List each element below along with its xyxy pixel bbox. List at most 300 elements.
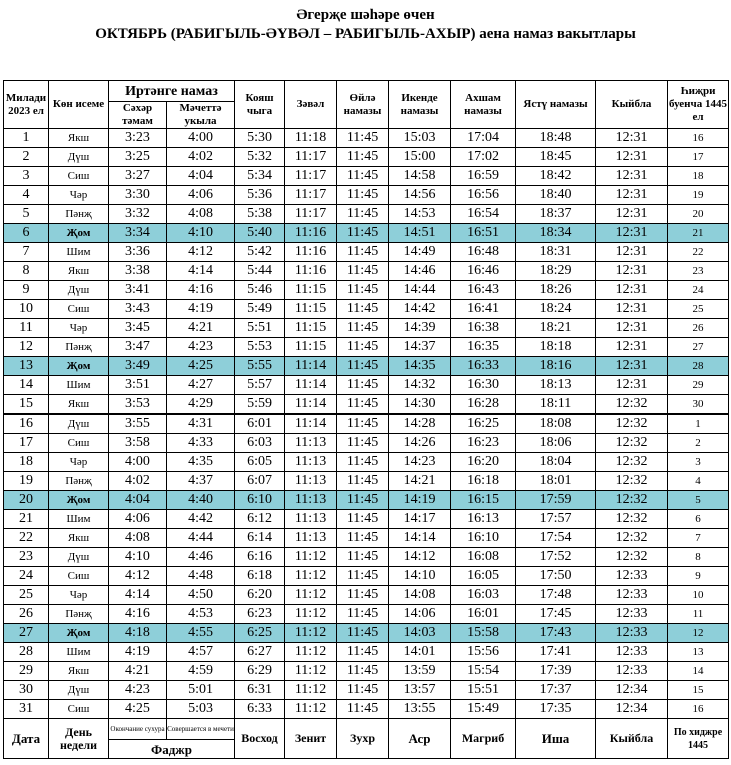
zawal-cell: 11:12 <box>285 681 337 700</box>
sunrise-cell: 6:05 <box>235 453 285 472</box>
col-header-fajr-group: Иртәнге намаз <box>109 81 235 102</box>
isha-cell: 17:52 <box>516 548 596 567</box>
mosque-time-cell: 4:48 <box>167 567 235 586</box>
zawal-cell: 11:12 <box>285 567 337 586</box>
qibla-cell: 12:33 <box>596 643 668 662</box>
sahar-cell: 3:58 <box>109 434 167 453</box>
dhuhr-cell: 11:45 <box>337 681 389 700</box>
hijri-cell: 17 <box>668 148 729 167</box>
mosque-time-cell: 4:37 <box>167 472 235 491</box>
table-row <box>4 567 729 586</box>
mosque-time-cell: 4:40 <box>167 491 235 510</box>
weekday-cell: Чәр <box>49 186 109 205</box>
isha-cell: 18:11 <box>516 395 596 415</box>
maghrib-cell: 15:49 <box>451 700 516 719</box>
maghrib-cell: 16:48 <box>451 243 516 262</box>
date-cell: 28 <box>4 643 49 662</box>
weekday-cell: Чәр <box>49 453 109 472</box>
qibla-cell: 12:31 <box>596 186 668 205</box>
zawal-cell: 11:16 <box>285 262 337 281</box>
table-row <box>4 700 729 719</box>
isha-cell: 17:45 <box>516 605 596 624</box>
sunrise-cell: 6:01 <box>235 414 285 434</box>
zawal-cell: 11:17 <box>285 186 337 205</box>
sunrise-cell: 5:55 <box>235 357 285 376</box>
maghrib-cell: 16:18 <box>451 472 516 491</box>
date-cell: 27 <box>4 624 49 643</box>
dhuhr-cell: 11:45 <box>337 167 389 186</box>
sahar-cell: 4:25 <box>109 700 167 719</box>
mosque-time-cell: 4:35 <box>167 453 235 472</box>
dhuhr-cell: 11:45 <box>337 567 389 586</box>
sahar-cell: 4:23 <box>109 681 167 700</box>
asr-cell: 14:46 <box>389 262 451 281</box>
zawal-cell: 11:16 <box>285 224 337 243</box>
sahar-cell: 3:32 <box>109 205 167 224</box>
date-cell: 13 <box>4 357 49 376</box>
col-header-maghrib: Ахшам намазы <box>451 81 516 129</box>
qibla-cell: 12:31 <box>596 148 668 167</box>
date-cell: 30 <box>4 681 49 700</box>
hijri-cell: 13 <box>668 643 729 662</box>
dhuhr-cell: 11:45 <box>337 300 389 319</box>
isha-cell: 18:34 <box>516 224 596 243</box>
table-row <box>4 586 729 605</box>
date-cell: 2 <box>4 148 49 167</box>
mosque-time-cell: 4:21 <box>167 319 235 338</box>
sahar-cell: 3:45 <box>109 319 167 338</box>
isha-cell: 18:16 <box>516 357 596 376</box>
col-header-dhuhr: Өйлә намазы <box>337 81 389 129</box>
maghrib-cell: 16:25 <box>451 414 516 434</box>
sahar-cell: 3:41 <box>109 281 167 300</box>
hijri-cell: 8 <box>668 548 729 567</box>
footer-zenith: Зенит <box>285 719 337 759</box>
sunrise-cell: 6:20 <box>235 586 285 605</box>
date-cell: 6 <box>4 224 49 243</box>
table-row <box>4 148 729 167</box>
sahar-cell: 4:02 <box>109 472 167 491</box>
dhuhr-cell: 11:45 <box>337 700 389 719</box>
qibla-cell: 12:31 <box>596 129 668 148</box>
mosque-time-cell: 4:08 <box>167 205 235 224</box>
hijri-cell: 28 <box>668 357 729 376</box>
weekday-cell: Дүш <box>49 548 109 567</box>
footer-hijri: По хиджре 1445 <box>668 719 729 759</box>
sunrise-cell: 5:40 <box>235 224 285 243</box>
qibla-cell: 12:31 <box>596 243 668 262</box>
isha-cell: 17:43 <box>516 624 596 643</box>
weekday-cell: Дүш <box>49 281 109 300</box>
isha-cell: 18:18 <box>516 338 596 357</box>
dhuhr-cell: 11:45 <box>337 376 389 395</box>
table-row <box>4 529 729 548</box>
hijri-cell: 16 <box>668 700 729 719</box>
weekday-cell: Сиш <box>49 567 109 586</box>
sunrise-cell: 5:53 <box>235 338 285 357</box>
sahar-cell: 3:38 <box>109 262 167 281</box>
table-row <box>4 395 729 415</box>
mosque-time-cell: 4:57 <box>167 643 235 662</box>
date-cell: 18 <box>4 453 49 472</box>
zawal-cell: 11:12 <box>285 605 337 624</box>
weekday-cell: Чәр <box>49 319 109 338</box>
asr-cell: 14:28 <box>389 414 451 434</box>
hijri-cell: 10 <box>668 586 729 605</box>
asr-cell: 14:37 <box>389 338 451 357</box>
mosque-time-cell: 4:33 <box>167 434 235 453</box>
maghrib-cell: 16:35 <box>451 338 516 357</box>
asr-cell: 14:17 <box>389 510 451 529</box>
sahar-cell: 3:30 <box>109 186 167 205</box>
sunrise-cell: 5:46 <box>235 281 285 300</box>
hijri-cell: 24 <box>668 281 729 300</box>
asr-cell: 14:53 <box>389 205 451 224</box>
sahar-cell: 3:27 <box>109 167 167 186</box>
footer-sunrise: Восход <box>235 719 285 759</box>
sahar-cell: 4:19 <box>109 643 167 662</box>
maghrib-cell: 16:15 <box>451 491 516 510</box>
isha-cell: 18:13 <box>516 376 596 395</box>
sunrise-cell: 6:31 <box>235 681 285 700</box>
qibla-cell: 12:32 <box>596 472 668 491</box>
table-row <box>4 357 729 376</box>
dhuhr-cell: 11:45 <box>337 472 389 491</box>
table-row <box>4 434 729 453</box>
maghrib-cell: 16:41 <box>451 300 516 319</box>
sunrise-cell: 6:25 <box>235 624 285 643</box>
qibla-cell: 12:32 <box>596 395 668 415</box>
zawal-cell: 11:13 <box>285 510 337 529</box>
asr-cell: 14:42 <box>389 300 451 319</box>
maghrib-cell: 16:08 <box>451 548 516 567</box>
maghrib-cell: 16:23 <box>451 434 516 453</box>
qibla-cell: 12:33 <box>596 586 668 605</box>
date-cell: 10 <box>4 300 49 319</box>
isha-cell: 17:54 <box>516 529 596 548</box>
mosque-time-cell: 4:31 <box>167 414 235 434</box>
zawal-cell: 11:14 <box>285 414 337 434</box>
qibla-cell: 12:32 <box>596 548 668 567</box>
weekday-cell: Җом <box>49 491 109 510</box>
table-row <box>4 186 729 205</box>
date-cell: 15 <box>4 395 49 415</box>
qibla-cell: 12:31 <box>596 376 668 395</box>
sunrise-cell: 6:10 <box>235 491 285 510</box>
isha-cell: 18:06 <box>516 434 596 453</box>
zawal-cell: 11:17 <box>285 148 337 167</box>
sunrise-cell: 6:03 <box>235 434 285 453</box>
hijri-cell: 12 <box>668 624 729 643</box>
sunrise-cell: 6:29 <box>235 662 285 681</box>
qibla-cell: 12:32 <box>596 491 668 510</box>
mosque-time-cell: 4:53 <box>167 605 235 624</box>
qibla-cell: 12:31 <box>596 300 668 319</box>
isha-cell: 18:26 <box>516 281 596 300</box>
table-row <box>4 605 729 624</box>
col-header-qibla: Кыйбла <box>596 81 668 129</box>
qibla-cell: 12:33 <box>596 624 668 643</box>
mosque-time-cell: 4:19 <box>167 300 235 319</box>
table-row <box>4 681 729 700</box>
asr-cell: 14:06 <box>389 605 451 624</box>
dhuhr-cell: 11:45 <box>337 148 389 167</box>
mosque-time-cell: 4:04 <box>167 167 235 186</box>
table-row <box>4 510 729 529</box>
dhuhr-cell: 11:45 <box>337 414 389 434</box>
date-cell: 16 <box>4 414 49 434</box>
table-row <box>4 224 729 243</box>
footer-qibla: Кыйбла <box>596 719 668 759</box>
footer-asr: Аср <box>389 719 451 759</box>
weekday-cell: Якш <box>49 662 109 681</box>
sunrise-cell: 5:42 <box>235 243 285 262</box>
isha-cell: 18:29 <box>516 262 596 281</box>
sahar-cell: 4:06 <box>109 510 167 529</box>
dhuhr-cell: 11:45 <box>337 262 389 281</box>
mosque-time-cell: 4:55 <box>167 624 235 643</box>
sunrise-cell: 5:44 <box>235 262 285 281</box>
mosque-time-cell: 4:44 <box>167 529 235 548</box>
dhuhr-cell: 11:45 <box>337 510 389 529</box>
zawal-cell: 11:13 <box>285 491 337 510</box>
asr-cell: 14:10 <box>389 567 451 586</box>
date-cell: 21 <box>4 510 49 529</box>
mosque-time-cell: 4:59 <box>167 662 235 681</box>
sunrise-cell: 6:12 <box>235 510 285 529</box>
mosque-time-cell: 4:10 <box>167 224 235 243</box>
footer-date: Дата <box>4 719 49 759</box>
qibla-cell: 12:31 <box>596 338 668 357</box>
hijri-cell: 29 <box>668 376 729 395</box>
maghrib-cell: 16:59 <box>451 167 516 186</box>
hijri-cell: 5 <box>668 491 729 510</box>
isha-cell: 18:45 <box>516 148 596 167</box>
asr-cell: 15:00 <box>389 148 451 167</box>
footer-dhuhr: Зухр <box>337 719 389 759</box>
weekday-cell: Сиш <box>49 300 109 319</box>
qibla-cell: 12:32 <box>596 414 668 434</box>
mosque-time-cell: 5:01 <box>167 681 235 700</box>
table-row <box>4 129 729 148</box>
weekday-cell: Якш <box>49 529 109 548</box>
sahar-cell: 4:08 <box>109 529 167 548</box>
hijri-cell: 20 <box>668 205 729 224</box>
sahar-cell: 4:10 <box>109 548 167 567</box>
isha-cell: 18:40 <box>516 186 596 205</box>
date-cell: 14 <box>4 376 49 395</box>
table-row <box>4 281 729 300</box>
sunrise-cell: 6:18 <box>235 567 285 586</box>
footer-isha: Иша <box>516 719 596 759</box>
hijri-cell: 9 <box>668 567 729 586</box>
qibla-cell: 12:33 <box>596 605 668 624</box>
mosque-time-cell: 4:06 <box>167 186 235 205</box>
weekday-cell: Пәнҗ <box>49 472 109 491</box>
weekday-cell: Сиш <box>49 167 109 186</box>
maghrib-cell: 17:02 <box>451 148 516 167</box>
hijri-cell: 1 <box>668 414 729 434</box>
hijri-cell: 6 <box>668 510 729 529</box>
sunrise-cell: 5:59 <box>235 395 285 415</box>
asr-cell: 14:23 <box>389 453 451 472</box>
sahar-cell: 3:49 <box>109 357 167 376</box>
zawal-cell: 11:14 <box>285 395 337 415</box>
dhuhr-cell: 11:45 <box>337 186 389 205</box>
weekday-cell: Сиш <box>49 700 109 719</box>
mosque-time-cell: 4:00 <box>167 129 235 148</box>
zawal-cell: 11:12 <box>285 700 337 719</box>
table-body <box>4 129 729 719</box>
zawal-cell: 11:16 <box>285 243 337 262</box>
dhuhr-cell: 11:45 <box>337 281 389 300</box>
zawal-cell: 11:15 <box>285 300 337 319</box>
zawal-cell: 11:14 <box>285 357 337 376</box>
date-cell: 23 <box>4 548 49 567</box>
maghrib-cell: 16:51 <box>451 224 516 243</box>
isha-cell: 18:48 <box>516 129 596 148</box>
asr-cell: 14:49 <box>389 243 451 262</box>
sahar-cell: 3:23 <box>109 129 167 148</box>
sahar-cell: 3:36 <box>109 243 167 262</box>
dhuhr-cell: 11:45 <box>337 129 389 148</box>
asr-cell: 14:14 <box>389 529 451 548</box>
mosque-time-cell: 4:25 <box>167 357 235 376</box>
asr-cell: 14:32 <box>389 376 451 395</box>
asr-cell: 15:03 <box>389 129 451 148</box>
footer-weekday: День недели <box>49 719 109 759</box>
maghrib-cell: 16:38 <box>451 319 516 338</box>
page-subtitle: Әгерҗе шәһәре өчен <box>296 7 435 23</box>
sahar-cell: 4:14 <box>109 586 167 605</box>
isha-cell: 17:57 <box>516 510 596 529</box>
hijri-cell: 27 <box>668 338 729 357</box>
table-row <box>4 319 729 338</box>
isha-cell: 17:35 <box>516 700 596 719</box>
page-title: ОКТЯБРЬ (РАБИГЫЛЬ-ӘҮВӘЛ – РАБИГЫЛЬ-АХЫР) аена намаз вакытлары <box>95 26 636 42</box>
col-header-mosque: Мәчеттә укыла <box>167 102 235 129</box>
date-cell: 5 <box>4 205 49 224</box>
table-row <box>4 491 729 510</box>
weekday-cell: Пәнҗ <box>49 205 109 224</box>
footer-end-suhur: Окончание сухура <box>109 719 167 740</box>
dhuhr-cell: 11:45 <box>337 205 389 224</box>
sahar-cell: 3:47 <box>109 338 167 357</box>
dhuhr-cell: 11:45 <box>337 605 389 624</box>
col-header-hijri: Һиҗри буенча 1445 ел <box>668 81 729 129</box>
isha-cell: 17:41 <box>516 643 596 662</box>
qibla-cell: 12:31 <box>596 167 668 186</box>
sunrise-cell: 6:23 <box>235 605 285 624</box>
isha-cell: 18:37 <box>516 205 596 224</box>
table-row <box>4 548 729 567</box>
maghrib-cell: 16:30 <box>451 376 516 395</box>
zawal-cell: 11:12 <box>285 662 337 681</box>
qibla-cell: 12:31 <box>596 281 668 300</box>
dhuhr-cell: 11:45 <box>337 548 389 567</box>
sahar-cell: 3:55 <box>109 414 167 434</box>
sahar-cell: 3:53 <box>109 395 167 415</box>
weekday-cell: Якш <box>49 129 109 148</box>
sunrise-cell: 5:36 <box>235 186 285 205</box>
asr-cell: 14:26 <box>389 434 451 453</box>
qibla-cell: 12:34 <box>596 700 668 719</box>
sunrise-cell: 6:27 <box>235 643 285 662</box>
date-cell: 1 <box>4 129 49 148</box>
qibla-cell: 12:32 <box>596 510 668 529</box>
mosque-time-cell: 4:23 <box>167 338 235 357</box>
date-cell: 29 <box>4 662 49 681</box>
sunrise-cell: 5:49 <box>235 300 285 319</box>
dhuhr-cell: 11:45 <box>337 624 389 643</box>
dhuhr-cell: 11:45 <box>337 662 389 681</box>
dhuhr-cell: 11:45 <box>337 338 389 357</box>
mosque-time-cell: 4:27 <box>167 376 235 395</box>
isha-cell: 18:31 <box>516 243 596 262</box>
col-header-weekday: Көн исеме <box>49 81 109 129</box>
isha-cell: 18:24 <box>516 300 596 319</box>
mosque-time-cell: 5:03 <box>167 700 235 719</box>
date-cell: 4 <box>4 186 49 205</box>
mosque-time-cell: 4:12 <box>167 243 235 262</box>
dhuhr-cell: 11:45 <box>337 224 389 243</box>
zawal-cell: 11:12 <box>285 624 337 643</box>
prayer-times-table <box>3 80 729 759</box>
asr-cell: 13:57 <box>389 681 451 700</box>
date-cell: 9 <box>4 281 49 300</box>
mosque-time-cell: 4:50 <box>167 586 235 605</box>
asr-cell: 14:08 <box>389 586 451 605</box>
dhuhr-cell: 11:45 <box>337 319 389 338</box>
maghrib-cell: 16:05 <box>451 567 516 586</box>
zawal-cell: 11:15 <box>285 319 337 338</box>
table-row <box>4 643 729 662</box>
qibla-cell: 12:32 <box>596 434 668 453</box>
hijri-cell: 19 <box>668 186 729 205</box>
hijri-cell: 2 <box>668 434 729 453</box>
zawal-cell: 11:13 <box>285 453 337 472</box>
sunrise-cell: 6:33 <box>235 700 285 719</box>
date-cell: 7 <box>4 243 49 262</box>
hijri-cell: 3 <box>668 453 729 472</box>
footer-maghrib: Магриб <box>451 719 516 759</box>
asr-cell: 14:44 <box>389 281 451 300</box>
qibla-cell: 12:34 <box>596 681 668 700</box>
weekday-cell: Дүш <box>49 414 109 434</box>
table-row <box>4 338 729 357</box>
date-cell: 11 <box>4 319 49 338</box>
hijri-cell: 11 <box>668 605 729 624</box>
mosque-time-cell: 4:29 <box>167 395 235 415</box>
sahar-cell: 4:21 <box>109 662 167 681</box>
sahar-cell: 4:04 <box>109 491 167 510</box>
isha-cell: 18:21 <box>516 319 596 338</box>
hijri-cell: 22 <box>668 243 729 262</box>
weekday-cell: Җом <box>49 357 109 376</box>
qibla-cell: 12:31 <box>596 357 668 376</box>
zawal-cell: 11:12 <box>285 586 337 605</box>
maghrib-cell: 16:01 <box>451 605 516 624</box>
isha-cell: 17:39 <box>516 662 596 681</box>
mosque-time-cell: 4:14 <box>167 262 235 281</box>
col-header-sahar: Сәхәр тәмам <box>109 102 167 129</box>
dhuhr-cell: 11:45 <box>337 357 389 376</box>
hijri-cell: 26 <box>668 319 729 338</box>
col-header-zawal: Зәвәл <box>285 81 337 129</box>
asr-cell: 14:19 <box>389 491 451 510</box>
qibla-cell: 12:31 <box>596 224 668 243</box>
mosque-time-cell: 4:42 <box>167 510 235 529</box>
